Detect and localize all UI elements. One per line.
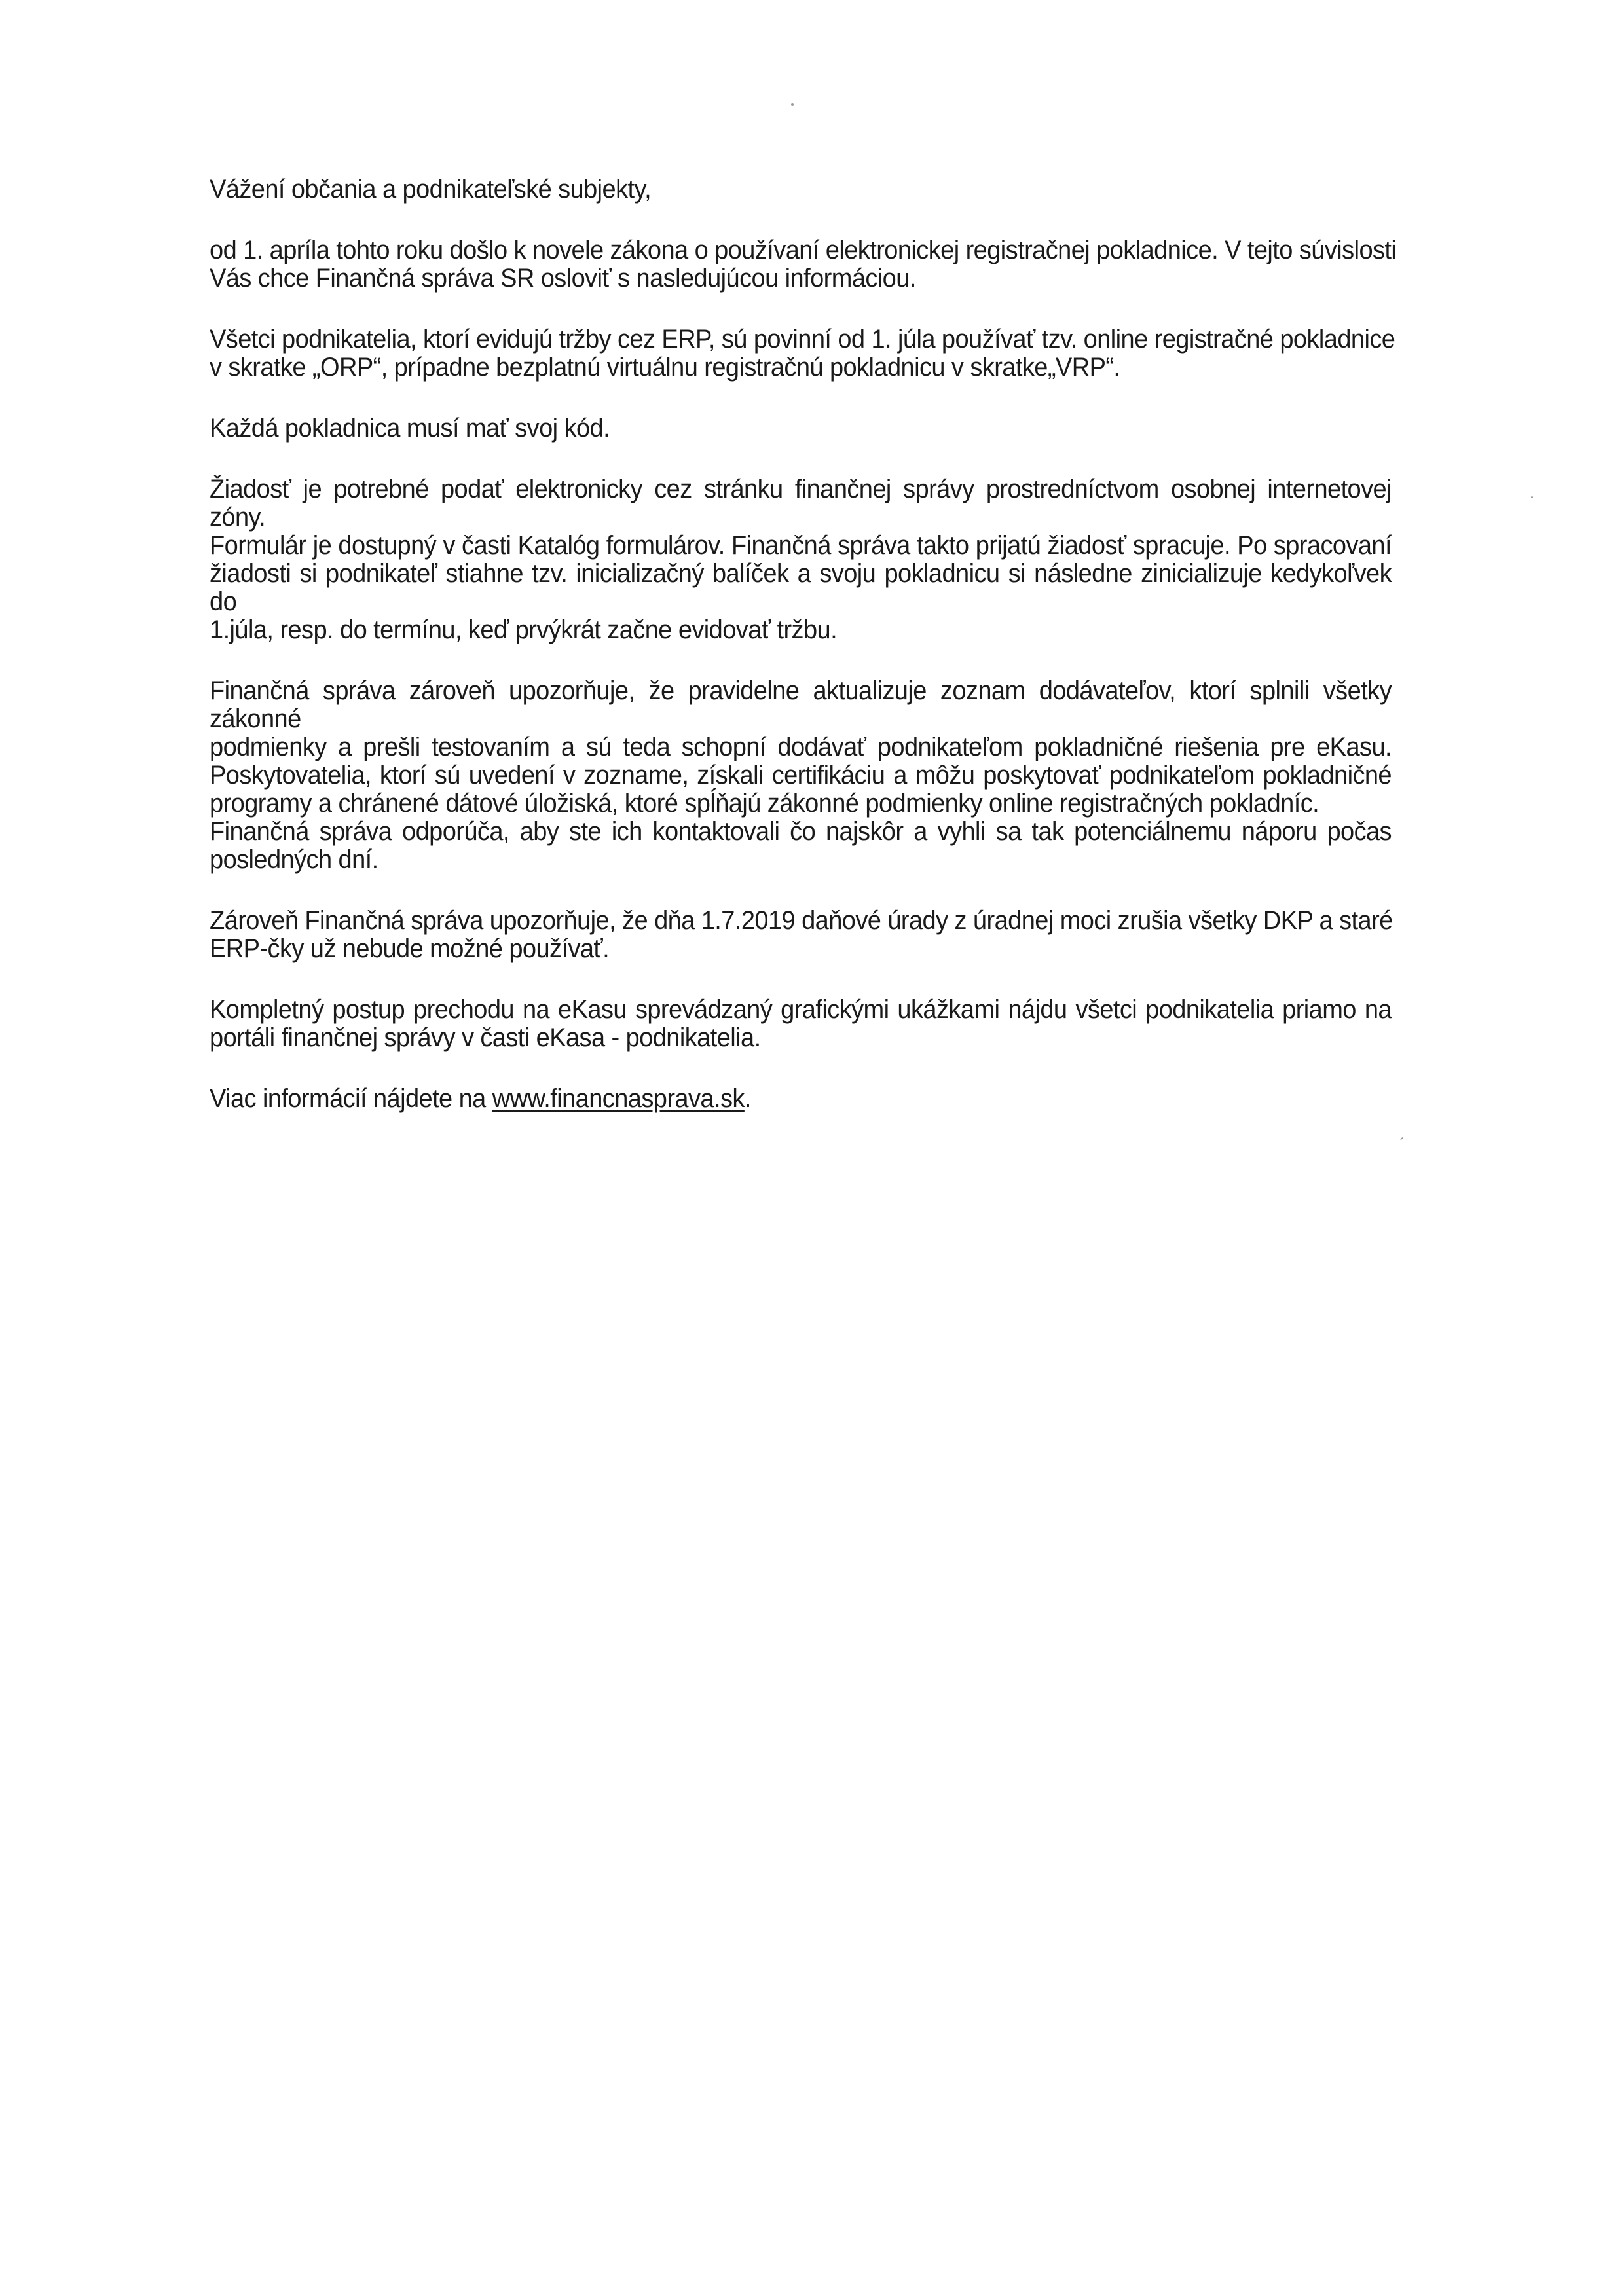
paragraph-line: posledných dní.: [210, 845, 378, 874]
scan-speck: [1531, 496, 1533, 498]
paragraph-suppliers: [210, 677, 1392, 874]
paragraph-line: Poskytovatelia, ktorí sú uvedení v zozname, získali certifikáciu a môžu poskytovať podnikateľom pokladničné: [210, 761, 1392, 790]
paragraph-dkp: [210, 907, 1392, 963]
website-link[interactable]: www.financnasprava.sk: [492, 1084, 745, 1113]
paragraph-line: portáli finančnej správy v časti eKasa - podnikatelia.: [210, 1023, 761, 1052]
more-info-line: [210, 1085, 1392, 1113]
paragraph-line: Žiadosť je potrebné podať elektronicky cez stránku finančnej správy prostredníctvom osobnej internetovej zóny.: [210, 475, 1392, 532]
paragraph-line: žiadosti si podnikateľ stiahne tzv. inicializačný balíček a svoju pokladnicu si následne zinicializuje kedykoľvek do: [210, 559, 1392, 616]
greeting: [210, 175, 1392, 204]
paragraph-line: Vás chce Finančná správa SR osloviť s nasledujúcou informáciou.: [210, 264, 916, 293]
paragraph-line: od 1. apríla tohto roku došlo k novele zákona o používaní elektronickej registračnej pokladnice. V tejto súvislosti: [210, 236, 1397, 264]
paragraph-line: Formulár je dostupný v časti Katalóg formulárov. Finančná správa takto prijatú žiadosť spracuje. Po spracovaní: [210, 531, 1392, 560]
paragraph-amendment: [210, 236, 1397, 293]
paragraph-line: Kompletný postup prechodu na eKasu sprevádzaný grafickými ukážkami nájdu všetci podnikatelia priamo na: [210, 995, 1392, 1024]
scan-speck: [791, 103, 794, 106]
more-info-text: Viac informácií nájdete na: [210, 1084, 492, 1113]
paragraph-application: [210, 475, 1392, 644]
letter-body: [210, 175, 1397, 1146]
more-info-period: .: [744, 1084, 751, 1113]
paragraph-line: v skratke „ORP“, prípadne bezplatnú virtuálnu registračnú pokladnicu v skratke„VRP“.: [210, 353, 1120, 382]
paragraph-code: [210, 414, 1392, 443]
paragraph-line: 1.júla, resp. do termínu, keď prvýkrát začne evidovať tržbu.: [210, 615, 838, 644]
paragraph-line: Finančná správa zároveň upozorňuje, že pravidelne aktualizuje zoznam dodávateľov, ktorí splnili všetky zákonné: [210, 676, 1392, 733]
paragraph-line: ERP-čky už nebude možné používať.: [210, 934, 610, 963]
scan-speck: [1400, 1137, 1403, 1140]
paragraph-line: Všetci podnikatelia, ktorí evidujú tržby cez ERP, sú povinní od 1. júla používať tzv. online registračné pokladnice: [210, 325, 1395, 354]
greeting-line: Vážení občania a podnikateľské subjekty,: [210, 175, 652, 204]
paragraph-ekasa-guide: [210, 996, 1392, 1052]
paragraph-more-info: [210, 1085, 1392, 1113]
paragraph-line: podmienky a prešli testovaním a sú teda schopní dodávať podnikateľom pokladničné riešenia pre eKasu.: [210, 733, 1392, 761]
paragraph-line: Finančná správa odporúča, aby ste ich kontaktovali čo najskôr a vyhli sa tak potenciálnemu náporu počas: [210, 817, 1392, 846]
paragraph-line: Každá pokladnica musí mať svoj kód.: [210, 414, 610, 443]
paragraph-line: Zároveň Finančná správa upozorňuje, že dňa 1.7.2019 daňové úrady z úradnej moci zrušia všetky DKP a staré: [210, 906, 1393, 935]
paragraph-line: programy a chránené dátové úložiská, ktoré spĺňajú zákonné podmienky online registračných pokladníc.: [210, 789, 1320, 818]
paragraph-obligation: [210, 325, 1395, 382]
